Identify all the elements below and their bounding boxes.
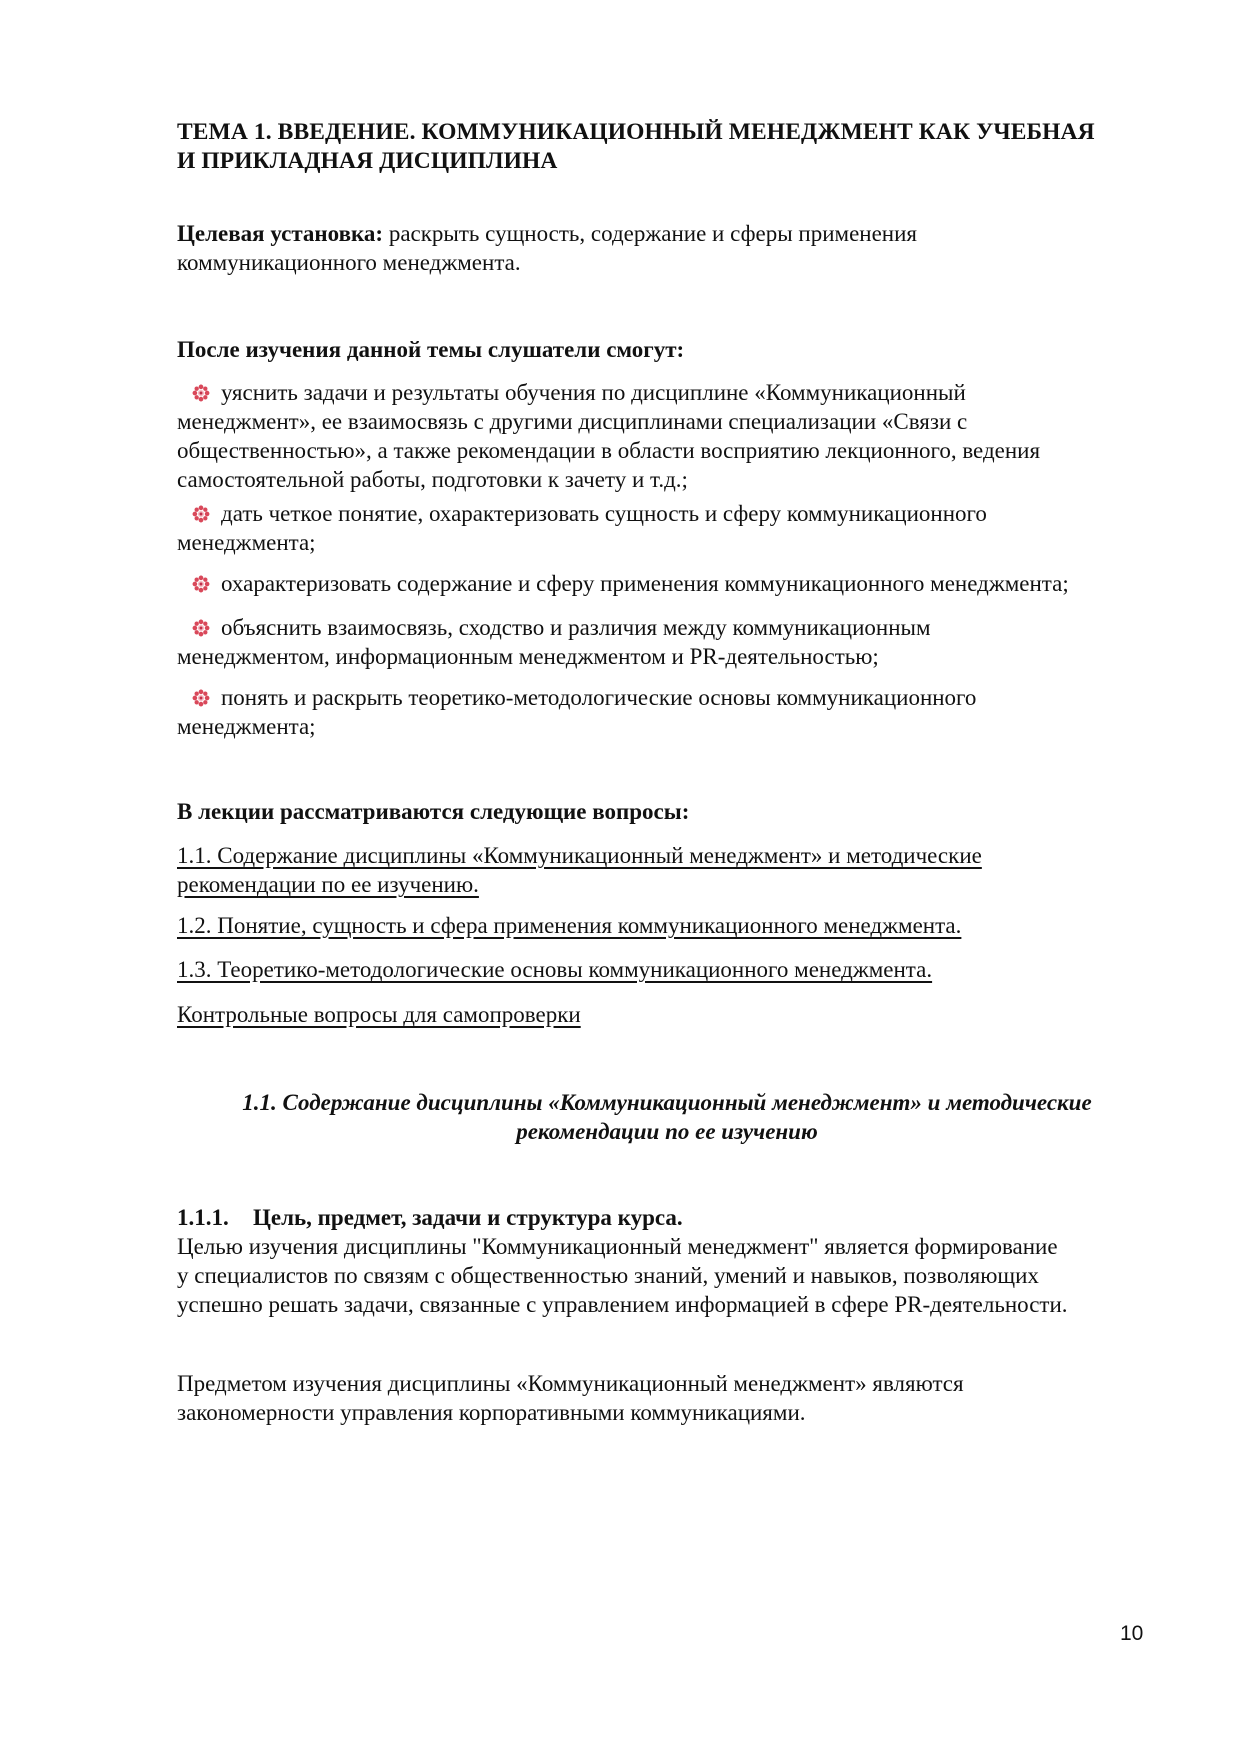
section-heading-line: 1.1. Содержание дисциплины «Коммуникационный менеджмент» и методические	[242, 1090, 1092, 1115]
flower-bullet-icon	[192, 505, 210, 523]
paragraph-line: закономерности управления корпоративными коммуникациями.	[177, 1400, 806, 1425]
outcome-item	[177, 613, 1157, 671]
outcome-line	[177, 569, 1177, 598]
lecture-link-line[interactable]: 1.3. Теоретико-методологические основы коммуникационного менеджмента.	[177, 957, 933, 982]
outcome-line	[177, 499, 1157, 528]
target-label: Целевая установка:	[177, 221, 384, 246]
lecture-link-2[interactable]	[177, 911, 1157, 940]
outcome-line: менеджмента;	[177, 530, 316, 555]
outcome-line	[177, 613, 1157, 642]
paragraph-line: успешно решать задачи, связанные с управлением информацией в сфере PR-деятельности.	[177, 1292, 1068, 1317]
subsection-heading	[177, 1203, 1157, 1232]
outcome-line	[177, 683, 1157, 712]
outcome-text: охарактеризовать содержание и сферу применения коммуникационного менеджмента;	[221, 571, 1069, 596]
outcome-text: объяснить взаимосвязь, сходство и различия между коммуникационным	[221, 615, 931, 640]
subsection-title: Цель, предмет, задачи и структура курса.	[253, 1205, 683, 1230]
outcome-line: общественностью», а также рекомендации в области восприятию лекционного, ведения	[177, 438, 1041, 463]
flower-bullet-icon	[192, 384, 210, 402]
outcome-line	[177, 378, 1157, 407]
subsection-paragraph-2	[177, 1369, 1157, 1427]
subsection	[177, 1203, 1157, 1319]
outcome-line: менеджмента;	[177, 714, 316, 739]
flower-bullet-icon	[192, 689, 210, 707]
lecture-link-self-check[interactable]	[177, 1000, 1157, 1029]
paragraph-line: у специалистов по связям с общественностью знаний, умений и навыков, позволяющих	[177, 1263, 1039, 1288]
outcome-item	[177, 378, 1157, 494]
page-title-line: ТЕМА 1. ВВЕДЕНИЕ. КОММУНИКАЦИОННЫЙ МЕНЕДЖМЕНТ КАК УЧЕБНАЯ	[177, 119, 1095, 145]
flower-bullet-icon	[192, 575, 210, 593]
page-title	[177, 118, 1157, 176]
lecture-heading: В лекции рассматриваются следующие вопросы:	[177, 799, 690, 824]
outcome-item	[177, 569, 1177, 598]
outcome-text: понять и раскрыть теоретико-методологические основы коммуникационного	[221, 685, 977, 710]
lecture-link-1[interactable]	[177, 841, 1157, 899]
outcome-item	[177, 499, 1157, 557]
outcome-line: менеджмент», ее взаимосвязь с другими дисциплинами специализации «Связи с	[177, 409, 968, 434]
flower-bullet-icon	[192, 619, 210, 637]
target-text: раскрыть сущность, содержание и сферы применения	[383, 221, 917, 246]
target-line	[177, 219, 1157, 248]
target-paragraph	[177, 219, 1157, 277]
outcomes-heading: После изучения данной темы слушатели смогут:	[177, 337, 685, 362]
page-number: 10	[1120, 1622, 1144, 1645]
outcome-text: уяснить задачи и результаты обучения по дисциплине «Коммуникационный	[221, 380, 966, 405]
lecture-link-line[interactable]: рекомендации по ее изучению.	[177, 872, 479, 897]
outcome-text: дать четкое понятие, охарактеризовать сущность и сферу коммуникационного	[221, 501, 987, 526]
outcome-item	[177, 683, 1157, 741]
lecture-link-3[interactable]	[177, 955, 1157, 984]
lecture-link-line[interactable]: 1.1. Содержание дисциплины «Коммуникационный менеджмент» и методические	[177, 843, 982, 868]
outcome-line: самостоятельной работы, подготовки к зачету и т.д.;	[177, 467, 688, 492]
target-line: коммуникационного менеджмента.	[177, 250, 521, 275]
paragraph-line: Предметом изучения дисциплины «Коммуникационный менеджмент» являются	[177, 1371, 964, 1396]
lecture-link-line[interactable]: 1.2. Понятие, сущность и сфера применения коммуникационного менеджмента.	[177, 913, 962, 938]
lecture-link-line[interactable]: Контрольные вопросы для самопроверки	[177, 1002, 581, 1027]
section-heading	[177, 1088, 1157, 1146]
section-heading-line: рекомендации по ее изучению	[516, 1119, 818, 1144]
page-title-line: И ПРИКЛАДНАЯ ДИСЦИПЛИНА	[177, 148, 558, 174]
subsection-number: 1.1.1.	[177, 1205, 229, 1230]
outcome-line: менеджментом, информационным менеджментом и PR-деятельностью;	[177, 644, 879, 669]
paragraph-line: Целью изучения дисциплины "Коммуникационный менеджмент" является формирование	[177, 1234, 1058, 1259]
